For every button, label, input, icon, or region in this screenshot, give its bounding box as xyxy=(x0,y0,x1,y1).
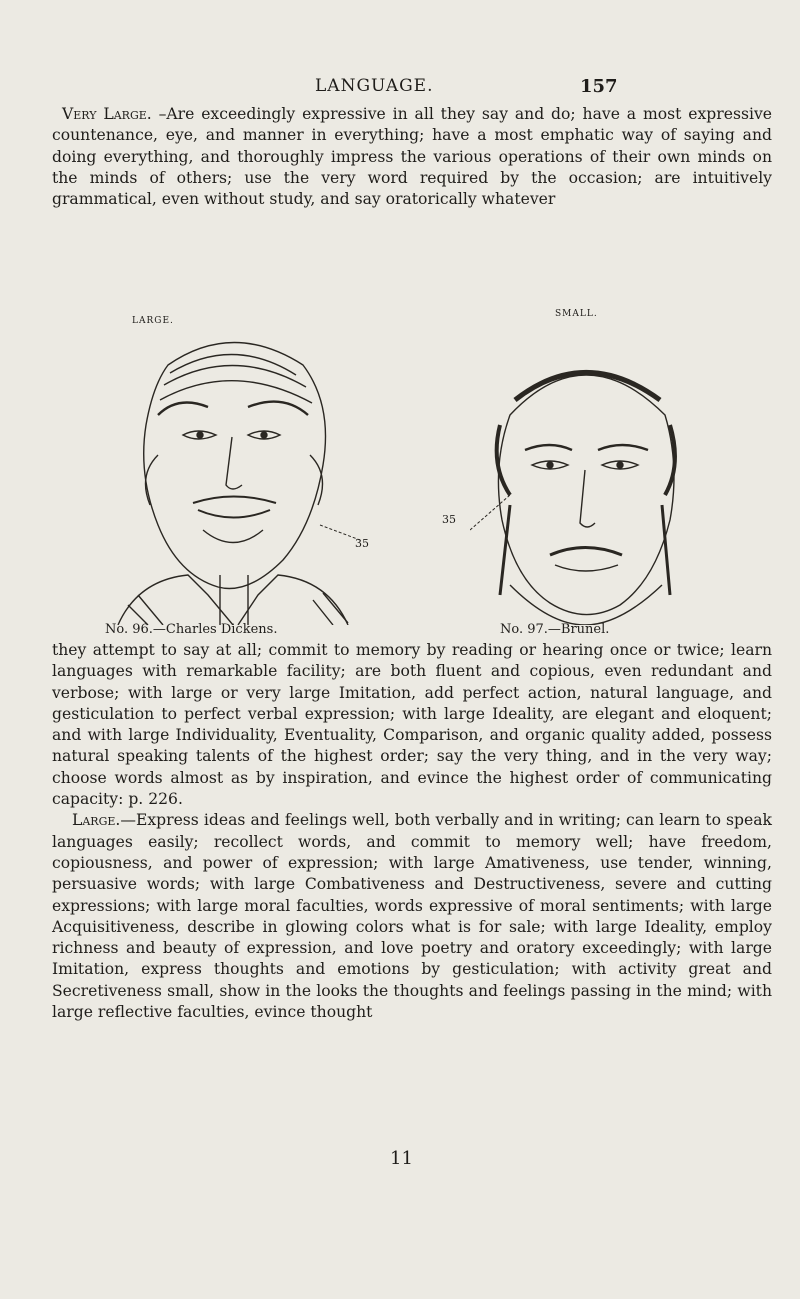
portrait-dickens xyxy=(98,325,368,625)
paragraph-lead: Large. xyxy=(72,811,121,830)
bottom-text xyxy=(52,640,772,1023)
paragraph-lead: Very Large. xyxy=(62,105,152,123)
figure-label-small: SMALL. xyxy=(555,309,598,319)
running-title: LANGUAGE. xyxy=(315,76,434,96)
caption-right: No. 97.—Brunel. xyxy=(500,622,610,637)
paragraph-continued: they attempt to say at all; commit to memory by reading or hearing once or twice; learn languages with remarkable facility; are both fluent and copious, even redundant and verbose; with large or very large Imitation, add perfect action, natural language, and gesticulation to perfect verbal expression; with large Ideality, are elegant and eloquent; and with large Individuality, Eventuality, Comparison, and organic quality added, possess natural speaking talents of the highest order; say the very thing, and in the very way; choose words almost as by inspiration, and evince the highest order of communicating capacity: p. 226. xyxy=(52,641,772,809)
caption-left: No. 96.—Charles Dickens. xyxy=(105,622,278,637)
signature-mark: 11 xyxy=(390,1148,413,1169)
region-number-left: 35 xyxy=(355,537,369,550)
paragraph-large: Large.—Express ideas and feelings well, both verbally and in writing; can learn to speak languages easily; recollect words, and commit to memory well; have freedom, copiousness, and power of expression; with large Amativeness, use tender, winning, persuasive words; with large Combativeness and Destructiveness, severe and cutting expressions; with large moral faculties, words expressive of moral sentiments; with large Acquisitiveness, describe in glowing colors what is for sale; with large Ideality, employ richness and beauty of expression, and love poetry and oratory exceedingly; with large Imitation, express thoughts and emotions by gesticulation; with activity great and Secretiveness small, show in the looks the thoughts and feelings passing in the mind; with large reflective faculties, evince thought xyxy=(52,811,772,1022)
portrait-brunel xyxy=(470,345,700,625)
top-paragraph xyxy=(52,104,772,210)
region-number-right: 35 xyxy=(442,513,456,526)
page-number: 157 xyxy=(580,76,618,97)
page-header xyxy=(0,76,800,102)
paragraph-text: –Are exceedingly expressive in all they say and do; have a most expressive countenance, eye, and manner in everything; have a most emphatic way of saying and doing everything, and thoroughly impress the various operations of their own minds on the minds of others; use the very word required by the occasion; are intuitively grammatical, even without study, and say oratorically whatever xyxy=(52,105,772,209)
figure-label-large: LARGE. xyxy=(132,316,174,326)
